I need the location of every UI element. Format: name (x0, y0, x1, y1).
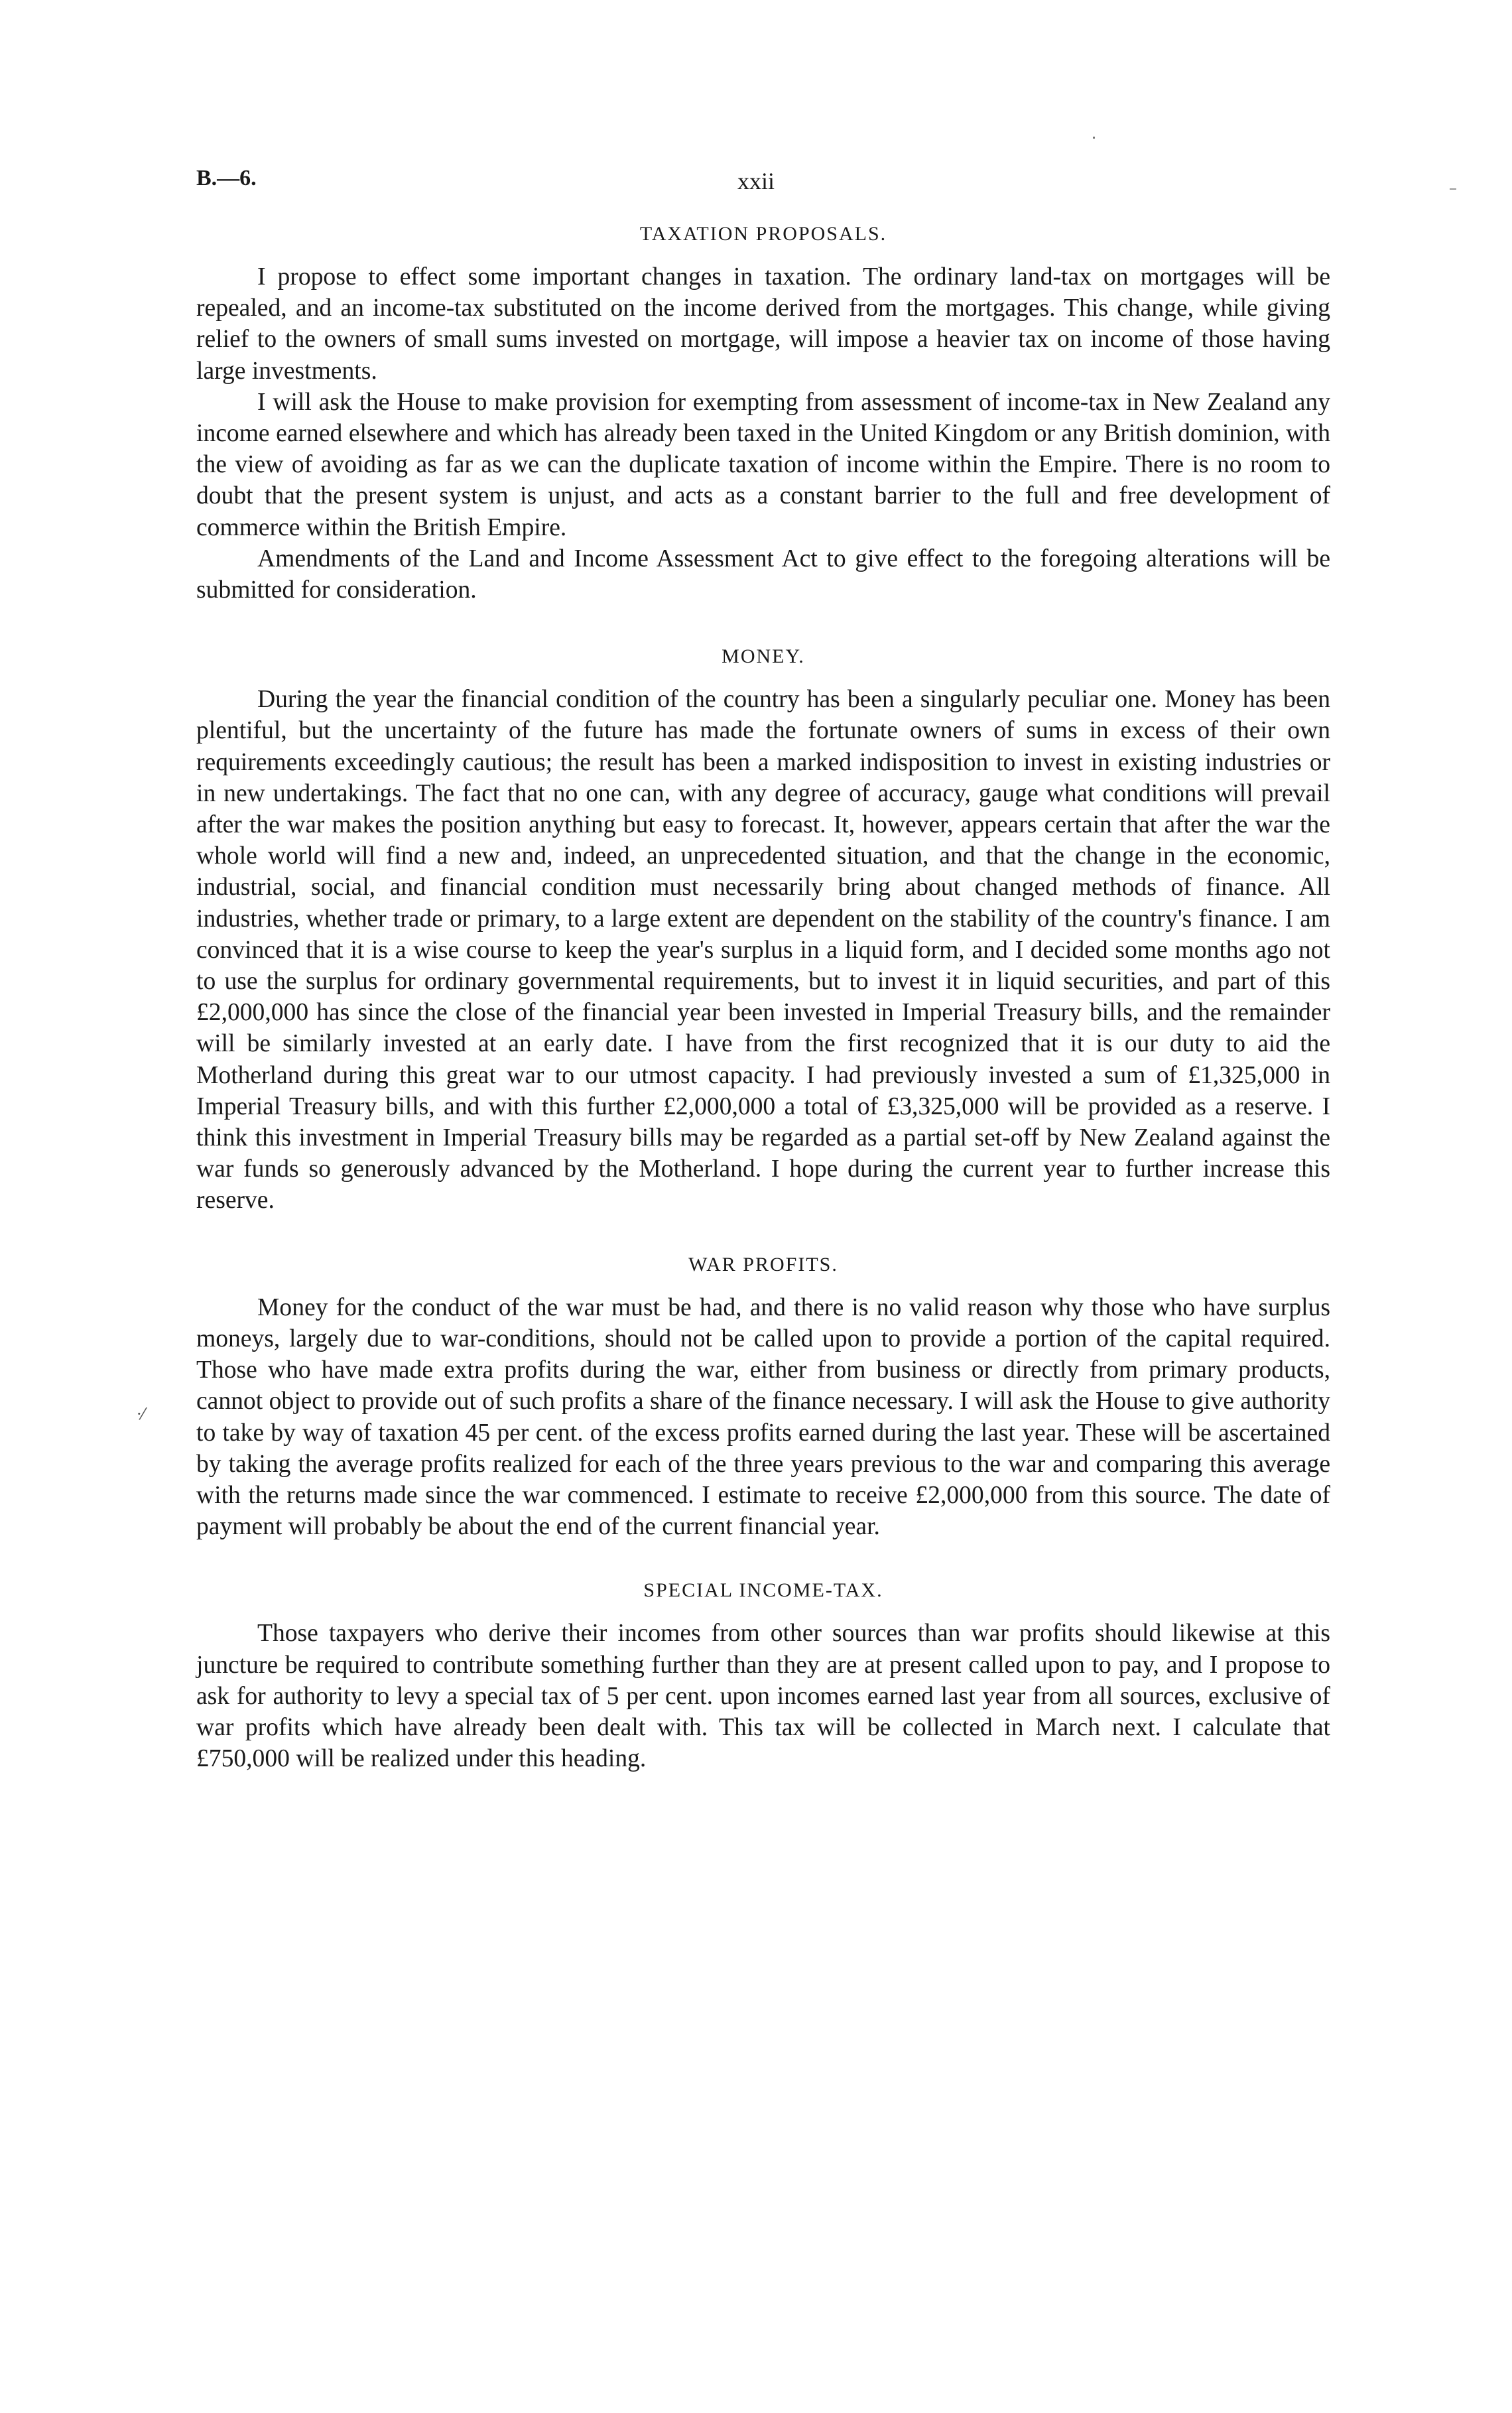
scan-speck (1093, 137, 1095, 139)
section-heading: MONEY. (722, 645, 805, 668)
paragraph: Those taxpayers who derive their incomes from other sources than war profits should likewise at this juncture be required to contribute something further than they are at present called upon to pay, and I propose to ask for authority to levy a special tax of 5 per cent. upon incomes earned last year from all sources, exclusive of war profits which have already been dealt with. This tax will be collected in March next. I calculate that £750,000 will be realized under this heading. (196, 1620, 1330, 1773)
section-heading: TAXATION PROPOSALS. (639, 223, 887, 245)
paragraph: I propose to effect some important changes in taxation. The ordinary land-tax on mortgages will be repealed, and an income-tax substituted on the income derived from the mortgages. This change, while giving relief to the owners of small sums invested on mortgage, will impose a heavier tax on income of those having large investments. (196, 263, 1330, 385)
paragraph: Amendments of the Land and Income Assessment Act to give effect to the foregoing alterations will be submitted for consideration. (196, 545, 1330, 604)
scan-mark (1450, 188, 1456, 190)
section-war-profits (196, 1254, 1330, 1543)
paragraph: Money for the conduct of the war must be had, and there is no valid reason why those who have surplus moneys, largely due to war-conditions, should not be called upon to provide a portion of the capital required. Those who have made extra profits during the war, either from business or directly from primary products, cannot object to provide out of such profits a share of the finance necessary. I will ask the House to give authority to take by way of taxation 45 per cent. of the excess profits earned during the last year. These will be ascertained by taking the average profits realized for each of the three years previous to the war and comparing this average with the returns made since the war commenced. I estimate to receive £2,000,000 from this source. The date of payment will probably be about the end of the current financial year. (196, 1293, 1330, 1541)
section-special-income-tax (196, 1579, 1330, 1774)
margin-ink-mark: ·⁄ (137, 1405, 145, 1423)
paragraph: During the year the financial condition of the country has been a singularly peculiar one. Money has been plentiful, but the uncertainty of the future has made the fortunate owners of sums in excess of their own requirements exceedingly cautious; the result has been a marked indisposition to invest in existing industries or in new undertakings. The fact that no one can, with any degree of accuracy, gauge what conditions will prevail after the war makes the position anything but easy to forecast. It, however, appears certain that after the war the whole world will find a new and, indeed, an unprecedented situation, and that the change in the economic, industrial, social, and financial condition must necessarily bring about changed methods of finance. All industries, whether trade or primary, to a large extent are dependent on the stability of the country's finance. I am convinced that it is a wise course to keep the year's surplus in a liquid form, and I decided some months ago not to use the surplus for ordinary governmental requirements, but to invest it in liquid securities, and part of this £2,000,000 has since the close of the financial year been invested in Imperial Treasury bills, and the remainder will be similarly invested at an early date. I have from the first recognized that it is our duty to aid the Motherland during this great war to our utmost capacity. I had previously invested a sum of £1,325,000 in Imperial Treasury bills, and with this further £2,000,000 a total of £3,325,000 will be provided as a reserve. I think this investment in Imperial Treasury bills may be regarded as a partial set-off by New Zealand against the war funds so generously advanced by the Motherland. I hope during the current year to further increase this reserve. (196, 686, 1330, 1214)
section-taxation-proposals (196, 223, 1330, 606)
document-reference-code: B.—6. (196, 166, 257, 190)
page-header (196, 166, 1316, 206)
paragraph: I will ask the House to make provision for exempting from assessment of income-tax in New Zealand any income earned elsewhere and which has already been taxed in the United Kingdom or any British dominion, with the view of avoiding as far as we can the duplicate taxation of income within the Empire. There is no room to doubt that the present system is unjust, and acts as a constant barrier to the full and free development of commerce within the British Empire. (196, 388, 1330, 541)
page-body (196, 223, 1330, 1811)
section-heading: WAR PROFITS. (688, 1253, 838, 1275)
section-money (196, 645, 1330, 1216)
section-heading: SPECIAL INCOME-TAX. (643, 1579, 883, 1602)
page-number: xxii (737, 168, 775, 194)
